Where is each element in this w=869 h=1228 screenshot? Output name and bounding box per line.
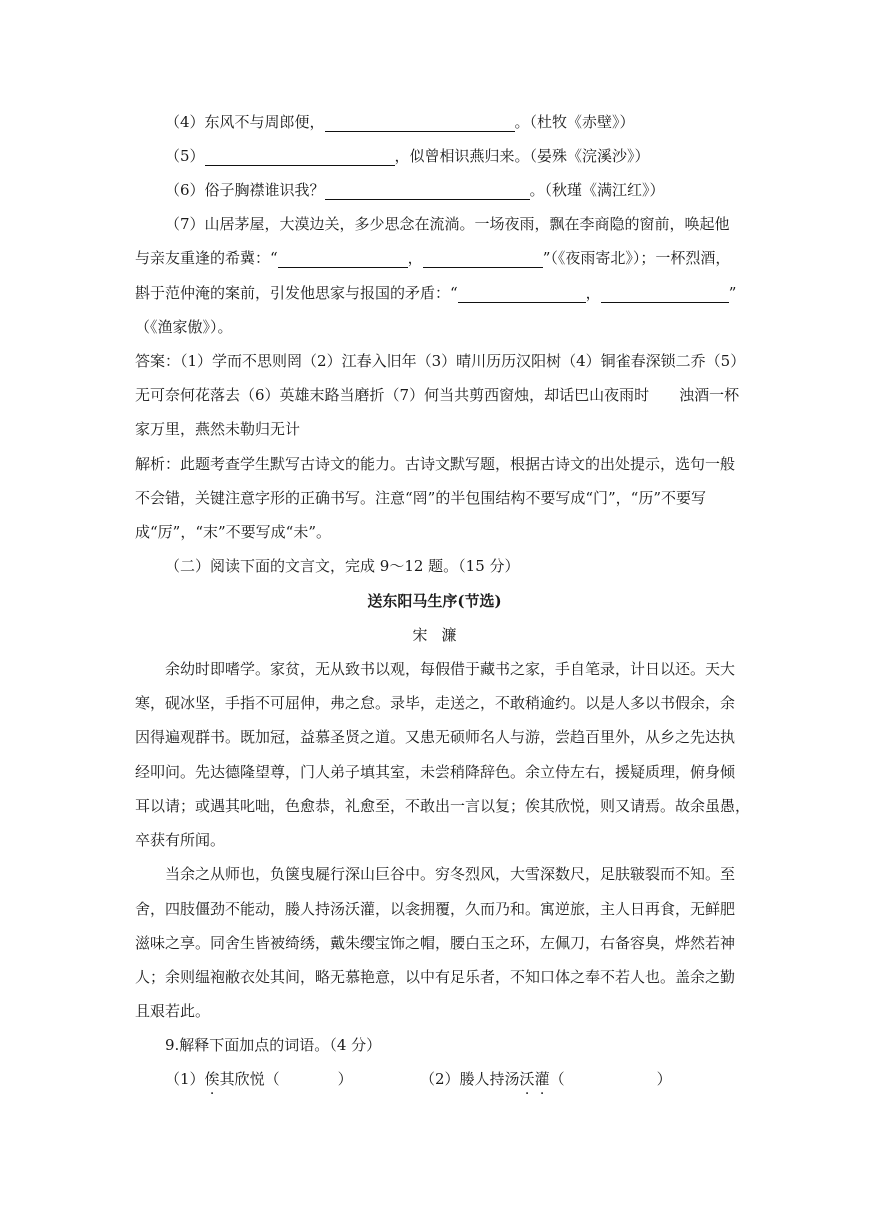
emphasis-dot-char: 沃 bbox=[519, 1070, 535, 1088]
question-6: （6）俗子胸襟谁识我？ 。（秋瑾《满江红》） bbox=[165, 181, 665, 199]
answer-blank bbox=[278, 250, 408, 268]
answer-blank bbox=[325, 114, 515, 132]
question-9-item-1: （1）俟其欣悦（ ） bbox=[165, 1070, 353, 1088]
answer-blank bbox=[205, 148, 395, 166]
question-9-item-2: （2）媵人持汤沃灌（ ） bbox=[420, 1070, 672, 1088]
question-5: （5） ，似曾相识燕归来。（晏殊《浣溪沙》） bbox=[165, 147, 650, 165]
question-4: （4）东风不与周郎便， 。（杜牧《赤壁》） bbox=[165, 113, 635, 131]
emphasis-dot-char: 俟 bbox=[204, 1070, 220, 1088]
answer-blank bbox=[458, 285, 586, 303]
section-heading: （二）阅读下面的文言文，完成 9～12 题。（15 分） bbox=[165, 557, 520, 575]
answer-blank bbox=[325, 182, 530, 200]
answer-blank bbox=[601, 285, 729, 303]
passage-author: 宋濂 bbox=[412, 626, 471, 644]
answer-blank bbox=[423, 250, 543, 268]
question-9-stem: 9.解释下面加点的词语。（4 分） bbox=[165, 1036, 382, 1054]
passage-title: 送东阳马生序(节选) bbox=[367, 592, 502, 610]
emphasis-dot-char: 灌 bbox=[534, 1070, 550, 1088]
